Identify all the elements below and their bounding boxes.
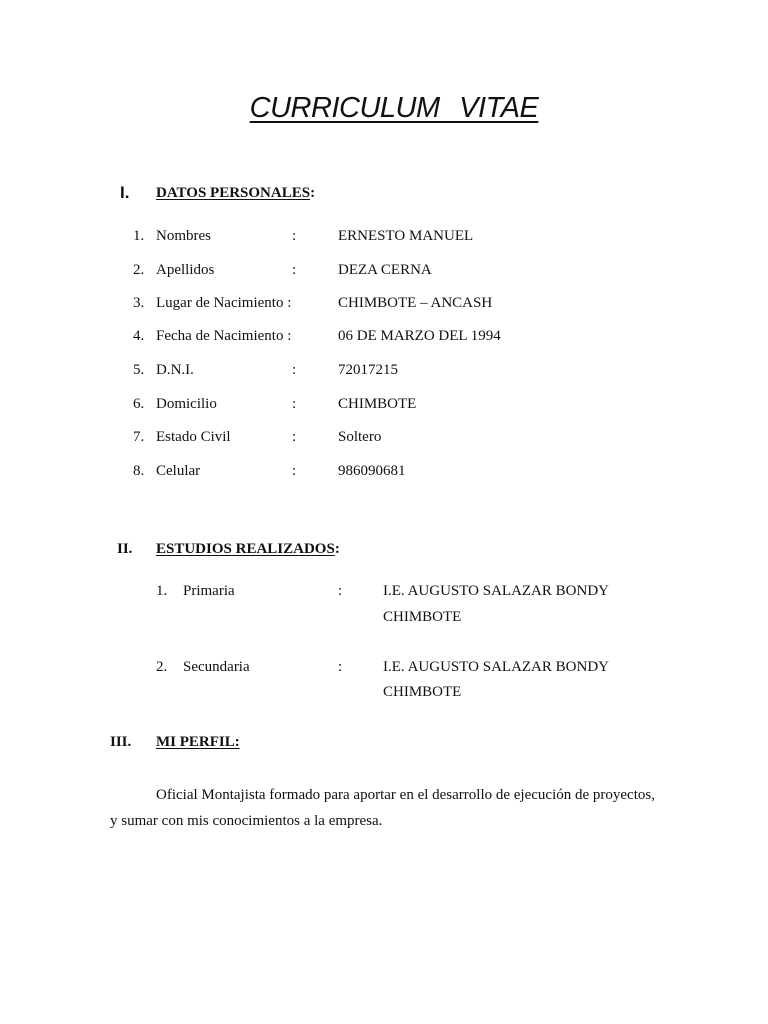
list-item-separator: : — [292, 362, 297, 378]
list-item-value: I.E. AUGUSTO SALAZAR BONDY — [383, 583, 609, 599]
list-item-separator: : — [292, 262, 297, 278]
list-item-number: 1. — [156, 583, 168, 599]
section-number: I. — [120, 183, 130, 202]
list-item-value: I.E. AUGUSTO SALAZAR BONDY — [383, 659, 609, 675]
list-item-number: 6. — [133, 396, 145, 412]
section-heading-colon: : — [310, 185, 316, 201]
list-item-label: Celular — [156, 463, 201, 479]
list-item-number: 7. — [133, 429, 145, 445]
list-item-separator: : — [292, 228, 297, 244]
list-item-number: 4. — [133, 328, 145, 344]
list-item-number: 5. — [133, 362, 145, 378]
list-item-label: Fecha de Nacimiento : — [156, 328, 292, 344]
list-item-number: 3. — [133, 295, 145, 311]
list-item-label: D.N.I. — [156, 362, 194, 378]
list-item-value: CHIMBOTE – ANCASH — [338, 295, 493, 311]
list-item-label: Lugar de Nacimiento : — [156, 295, 292, 311]
list-item-value: CHIMBOTE — [338, 396, 417, 412]
list-item-label: Secundaria — [183, 659, 250, 675]
list-item-separator: : — [292, 396, 297, 412]
list-item-value: 986090681 — [338, 463, 406, 479]
list-item-label: Domicilio — [156, 396, 217, 412]
section-heading-colon: : — [334, 541, 340, 557]
list-item-value: Soltero — [338, 429, 382, 445]
profile-paragraph-line2: y sumar con mis conocimientos a la empresa. — [110, 813, 383, 829]
list-item-separator: : — [338, 583, 343, 599]
list-item-label: Apellidos — [156, 262, 215, 278]
section-heading — [156, 734, 240, 751]
list-item-number: 2. — [133, 262, 145, 278]
list-item-value: 06 DE MARZO DEL 1994 — [338, 328, 501, 344]
section-heading — [156, 185, 315, 202]
list-item-value: 72017215 — [338, 362, 398, 378]
section-heading-text: MI PERFIL: — [156, 734, 240, 750]
list-item-separator: : — [292, 429, 297, 445]
list-item-label: Primaria — [183, 583, 235, 599]
list-item-value-line2: CHIMBOTE — [383, 684, 462, 700]
profile-paragraph-line1: Oficial Montajista formado para aportar en el desarrollo de ejecución de proyectos, — [156, 787, 655, 803]
list-item-separator: : — [338, 659, 343, 675]
section-heading-text: ESTUDIOS REALIZADOS — [156, 541, 335, 557]
list-item-number: 2. — [156, 659, 168, 675]
section-number: III. — [110, 734, 132, 750]
section-heading — [156, 541, 340, 558]
list-item-separator: : — [292, 463, 297, 479]
list-item-value-line2: CHIMBOTE — [383, 609, 462, 625]
list-item-value: DEZA CERNA — [338, 262, 432, 278]
list-item-label: Nombres — [156, 228, 211, 244]
list-item-number: 1. — [133, 228, 145, 244]
list-item-value: ERNESTO MANUEL — [338, 228, 474, 244]
list-item-number: 8. — [133, 463, 145, 479]
list-item-label: Estado Civil — [156, 429, 231, 445]
section-heading-text: DATOS PERSONALES — [156, 185, 311, 201]
page-title: CURRICULUM VITAE — [249, 92, 539, 124]
section-number: II. — [117, 541, 133, 557]
